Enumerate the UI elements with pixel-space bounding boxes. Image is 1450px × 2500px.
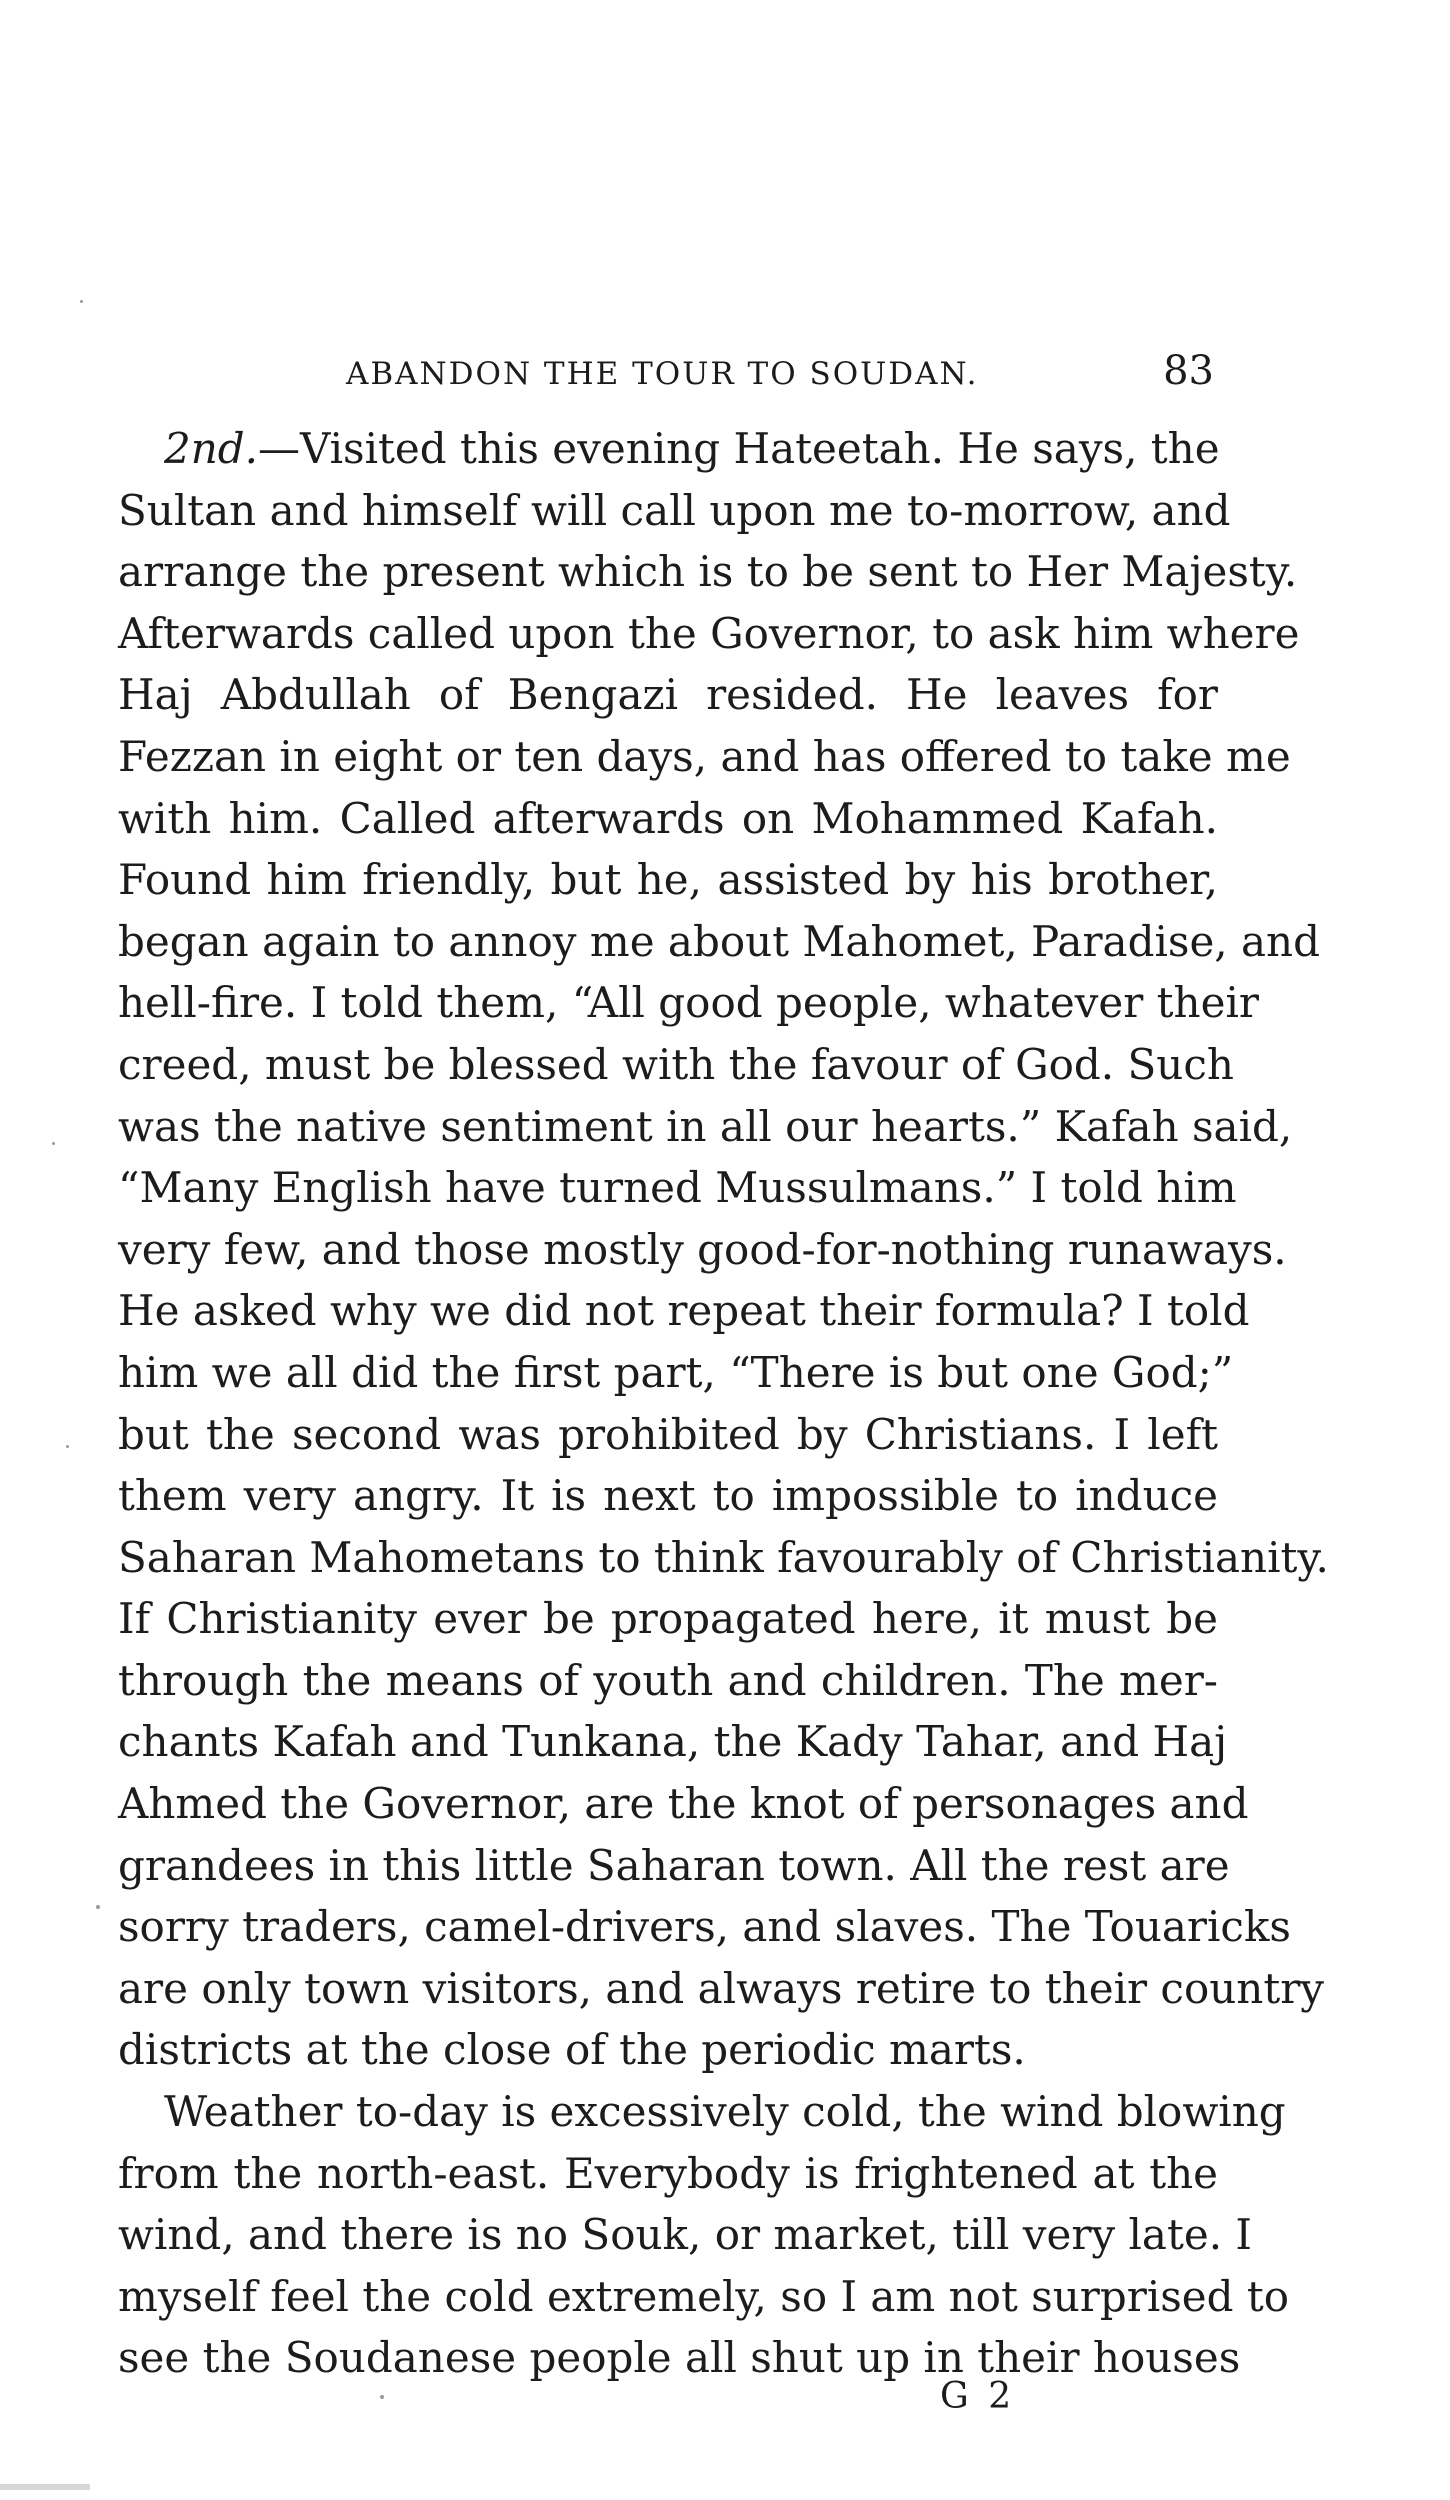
text-line: districts at the close of the periodic marts.: [118, 2025, 1026, 2075]
line-text: —Visited this evening Hateetah. He says, the: [258, 424, 1220, 473]
text-line: see the Soudanese people all shut up in their houses: [118, 2333, 1241, 2383]
text-line: with him. Called afterwards on Mohammed Kafah.: [118, 793, 1218, 843]
text-line: myself feel the cold extremely, so I am not surprised to: [118, 2271, 1290, 2321]
page-edge-mark: [0, 2484, 90, 2490]
signature-mark: G 2: [940, 2376, 1016, 2417]
text-line: He asked why we did not repeat their formula? I told: [118, 1286, 1250, 1336]
text-line: Weather to-day is excessively cold, the wind blowing: [164, 2087, 1286, 2137]
text-line: “Many English have turned Mussulmans.” I told him: [118, 1163, 1237, 1213]
print-speck: [66, 1445, 69, 1448]
text-line: them very angry. It is next to impossible to induce: [118, 1471, 1218, 1521]
text-line: began again to annoy me about Mahomet, Paradise, and: [118, 916, 1320, 966]
text-line: through the means of youth and children. The mer-: [118, 1655, 1218, 1705]
text-line: [118, 418, 1218, 480]
text-line: very few, and those mostly good-for-nothing runaways.: [118, 1224, 1287, 1274]
text-line: Saharan Mahometans to think favourably of Christianity.: [118, 1532, 1329, 1582]
text-line: was the native sentiment in all our hearts.” Kafah said,: [118, 1101, 1293, 1151]
text-line: from the north-east. Everybody is frightened at the: [118, 2148, 1218, 2198]
text-line: Afterwards called upon the Governor, to ask him where: [118, 608, 1300, 658]
text-line: arrange the present which is to be sent to Her Majesty.: [118, 547, 1298, 597]
text-line: hell-fire. I told them, “All good people, whatever their: [118, 978, 1259, 1028]
text-line: Haj Abdullah of Bengazi resided. He leaves for: [118, 670, 1218, 720]
print-speck: [96, 1905, 100, 1909]
running-title: ABANDON THE TOUR TO SOUDAN.: [346, 356, 979, 392]
text-line: grandees in this little Saharan town. All the rest are: [118, 1840, 1230, 1890]
print-speck: [380, 2395, 384, 2399]
text-line: but the second was prohibited by Christians. I left: [118, 1409, 1218, 1459]
body-text: [118, 418, 1329, 2389]
running-head: [118, 348, 1218, 398]
text-line: him we all did the first part, “There is but one God;”: [118, 1347, 1234, 1397]
text-line: Found him friendly, but he, assisted by his brother,: [118, 855, 1218, 905]
date-lead: 2nd.: [164, 424, 259, 473]
text-line: sorry traders, camel-drivers, and slaves. The Touaricks: [118, 1902, 1291, 1952]
text-line: wind, and there is no Souk, or market, till very late. I: [118, 2210, 1252, 2260]
text-line: creed, must be blessed with the favour of God. Such: [118, 1039, 1234, 1089]
text-line: If Christianity ever be propagated here, it must be: [118, 1594, 1218, 1644]
print-speck: [80, 300, 83, 303]
print-speck: [52, 1142, 55, 1145]
text-line: chants Kafah and Tunkana, the Kady Tahar, and Haj: [118, 1717, 1228, 1767]
text-line: are only town visitors, and always retire to their country: [118, 1963, 1325, 2013]
text-line: Ahmed the Governor, are the knot of personages and: [118, 1779, 1249, 1829]
text-line: Sultan and himself will call upon me to-morrow, and: [118, 485, 1231, 535]
text-line: Fezzan in eight or ten days, and has offered to take me: [118, 731, 1291, 781]
page-number: 83: [1163, 348, 1214, 394]
